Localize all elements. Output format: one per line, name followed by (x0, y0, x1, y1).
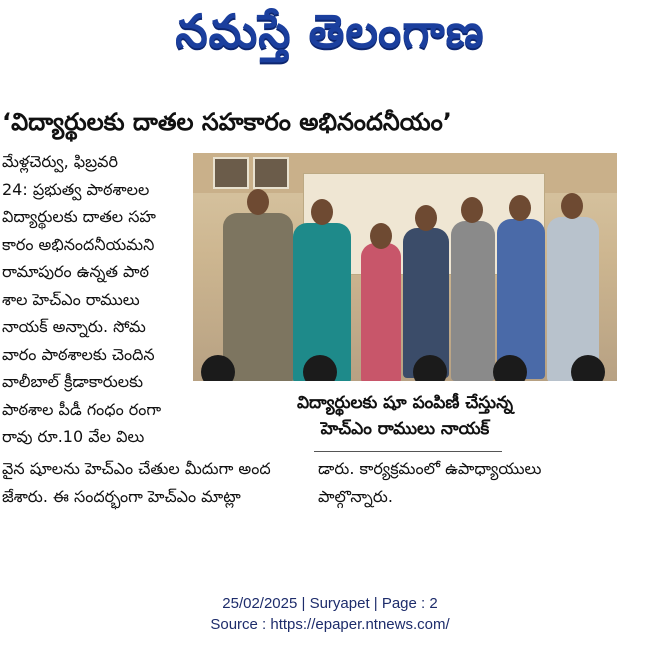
caption-line: విద్యార్థులకు షూ పంపిణీ చేస్తున్న (296, 393, 514, 413)
photo-caption (193, 390, 617, 442)
photo-head (415, 205, 437, 231)
photo-child (493, 355, 527, 381)
article-bottom-left (2, 455, 302, 510)
photo-child (571, 355, 605, 381)
article-line: జేశారు. ఈ సందర్భంగా హెచ్ఎం మాట్లా (2, 486, 241, 506)
article-line: పాఠశాల పీడీ గంధం రంగా (2, 399, 162, 419)
photo-person (223, 213, 293, 381)
article-line: మేళ్లచెర్వు, ఫిబ్రవరి (2, 152, 118, 171)
photo-window (253, 157, 289, 189)
article-line: వాలీబాల్ క్రీడాకారులకు (2, 372, 143, 391)
photo-child (303, 355, 337, 381)
article-line: రామాపురం ఉన్నత పాఠ (2, 262, 149, 281)
caption-divider (314, 451, 502, 452)
article-line: రావు రూ.10 వేల విలు (2, 427, 145, 446)
photo-head (370, 223, 392, 249)
article-line: 24: ప్రభుత్వ పాఠశాలల (2, 179, 150, 199)
photo-window (213, 157, 249, 189)
photo-head (509, 195, 531, 221)
photo-child (413, 355, 447, 381)
photo-head (311, 199, 333, 225)
article-line: కారం అభినందనీయమని (2, 234, 155, 254)
newspaper-masthead: నమస్తే తెలంగాణ (175, 4, 485, 58)
article-left-column (2, 148, 190, 451)
photo-head (561, 193, 583, 219)
news-photo (193, 153, 617, 381)
article-right-column (318, 455, 618, 510)
clip-footer (0, 593, 660, 635)
photo-head (247, 189, 269, 215)
clip-source-line: Source : https://epaper.ntnews.com/ (210, 616, 450, 633)
photo-person (361, 243, 401, 381)
article-headline: ‘విద్యార్థులకు దాతల సహకారం అభినందనీయం’ (2, 108, 452, 136)
caption-line: హెచ్ఎం రాములు నాయక్ (320, 419, 490, 439)
article-line: వైన షూలను హెచ్ఎం చేతుల మీదుగా అంద (2, 459, 271, 478)
clip-date-line: 25/02/2025 | Suryapet | Page : 2 (222, 595, 438, 612)
photo-head (461, 197, 483, 223)
article-line: నాయక్ అన్నారు. సోమ (2, 317, 146, 336)
article-line: వారం పాఠశాలకు చెందిన (2, 344, 155, 364)
article-line: విద్యార్థులకు దాతల సహ (2, 207, 156, 226)
photo-child (201, 355, 235, 381)
photo-person (451, 221, 495, 381)
article-line: పాల్గొన్నారు. (318, 486, 393, 506)
article-line: శాల హెచ్ఎం రాములు (2, 289, 140, 309)
article-line: డారు. కార్యక్రమంలో ఉపాధ్యాయులు (318, 459, 542, 478)
